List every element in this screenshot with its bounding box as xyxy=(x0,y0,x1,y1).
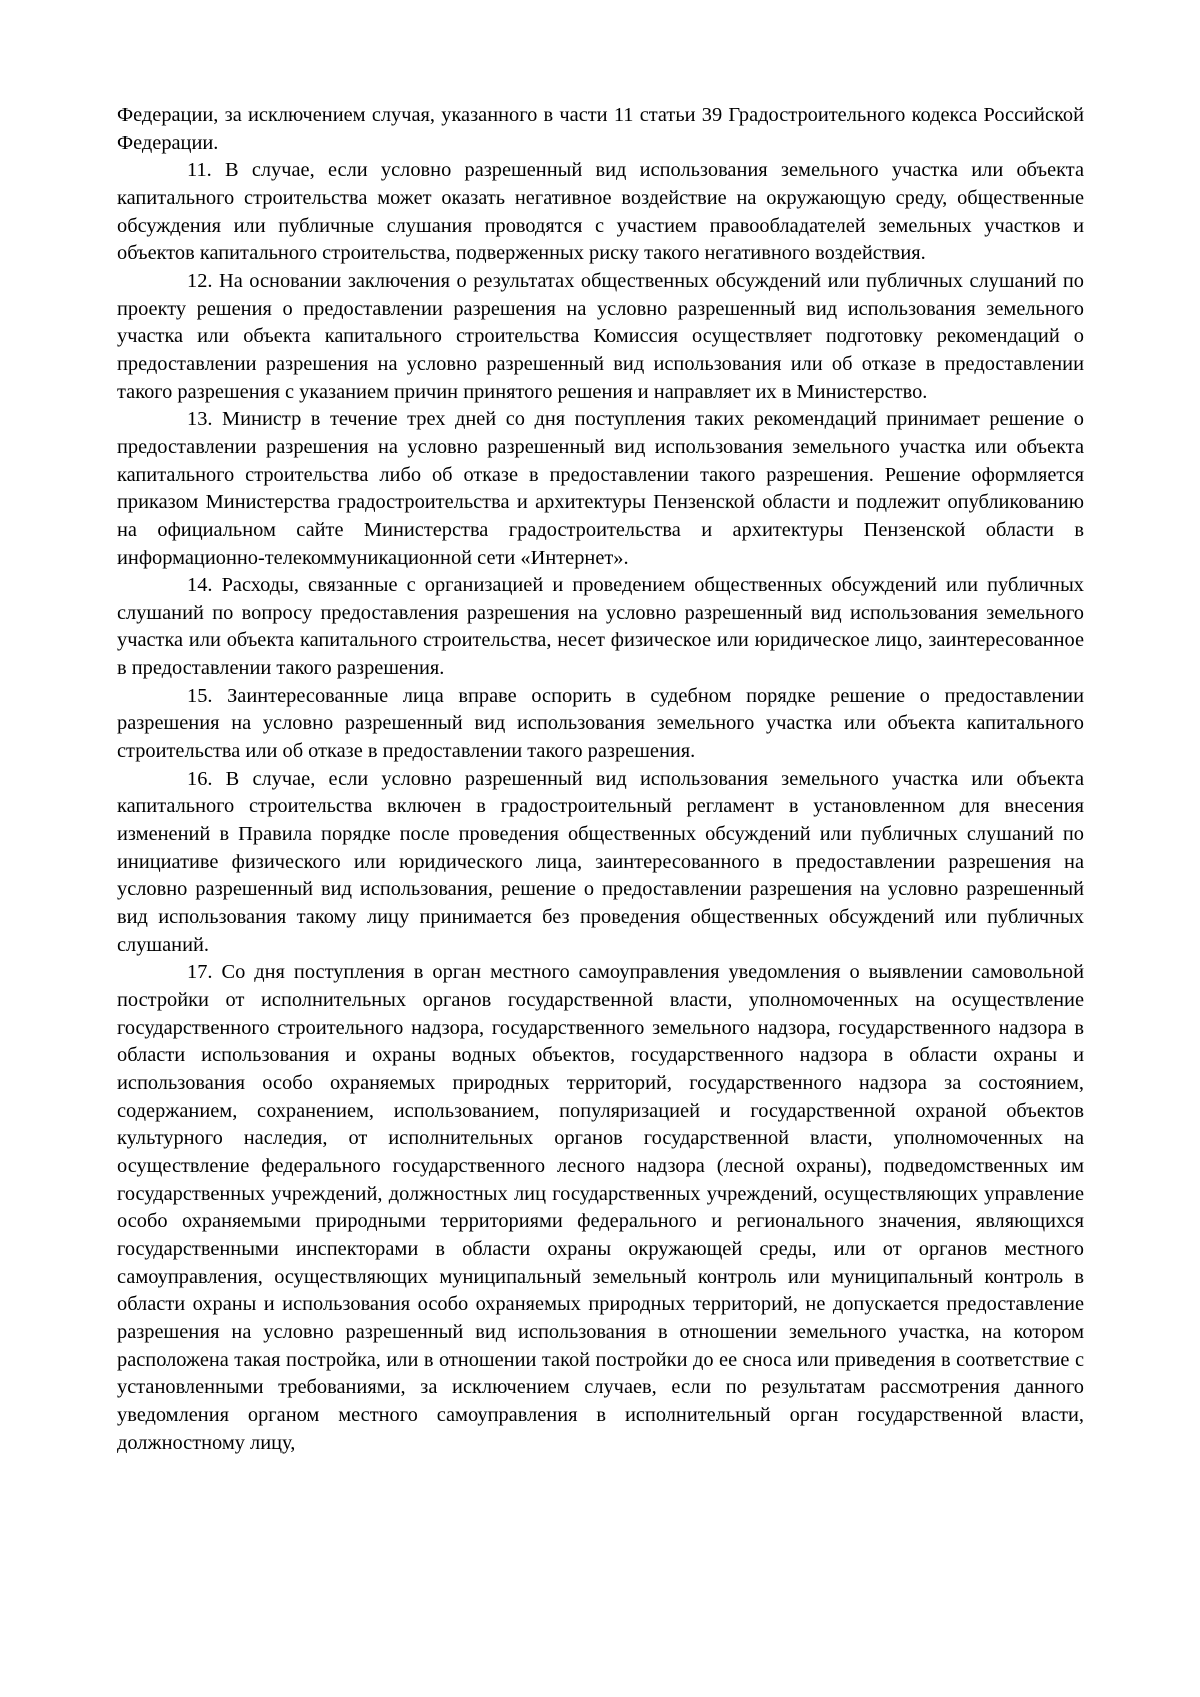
paragraph-15: 15. Заинтересованные лица вправе оспорить в судебном порядке решение о предоставлении разрешения на условно разрешенный вид использования земельного участка или объекта капитального строительства или об отказе в предоставлении такого разрешения. xyxy=(117,684,1084,763)
paragraph-13: 13. Министр в течение трех дней со дня поступления таких рекомендаций принимает решение о предоставлении разрешения на условно разрешенный вид использования земельного участка или объекта капитального строительства либо об отказе в предоставлении такого разрешения. Решение оформляется приказом Министерства градостроительства и архитектуры Пензенской области и подлежит опубликованию на официальном сайте Министерства градостроительства и архитектуры Пензенской области в информационно-телекоммуникационной сети «Интернет». xyxy=(117,408,1084,569)
paragraph-16: 16. В случае, если условно разрешенный вид использования земельного участка или объекта капитального строительства включен в градостроительный регламент в установленном для внесения изменений в Правила порядке после проведения общественных обсуждений или публичных слушаний по инициативе физического или юридического лица, заинтересованного в предоставлении разрешения на условно разрешенный вид использования, решение о предоставлении разрешения на условно разрешенный вид использования такому лицу принимается без проведения общественных обсуждений или публичных слушаний. xyxy=(117,767,1084,956)
paragraph-continuation: Федерации, за исключением случая, указанного в части 11 статьи 39 Градостроительного кодекса Российской Федерации. xyxy=(117,104,1084,154)
paragraph-14: 14. Расходы, связанные с организацией и проведением общественных обсуждений или публичных слушаний по вопросу предоставления разрешения на условно разрешенный вид использования земельного участка или объекта капитального строительства, несет физическое или юридическое лицо, заинтересованное в предоставлении такого разрешения. xyxy=(117,574,1084,680)
paragraph-12: 12. На основании заключения о результатах общественных обсуждений или публичных слушаний по проекту решения о предоставлении разрешения на условно разрешенный вид использования земельного участка или объекта капитального строительства Комиссия осуществляет подготовку рекомендаций о предоставлении разрешения на условно разрешенный вид использования или об отказе в предоставлении такого разрешения с указанием причин принятого решения и направляет их в Министерство. xyxy=(117,269,1084,403)
document-body xyxy=(117,102,1084,1457)
paragraph-11: 11. В случае, если условно разрешенный вид использования земельного участка или объекта капитального строительства может оказать негативное воздействие на окружающую среду, общественные обсуждения или публичные слушания проводятся с участием правообладателей земельных участков и объектов капитального строительства, подверженных риску такого негативного воздействия. xyxy=(117,159,1084,265)
paragraph-17: 17. Со дня поступления в орган местного самоуправления уведомления о выявлении самовольной постройки от исполнительных органов государственной власти, уполномоченных на осуществление государственного строительного надзора, государственного земельного надзора, государственного надзора в области использования и охраны водных объектов, государственного надзора в области охраны и использования особо охраняемых природных территорий, государственного надзора за состоянием, содержанием, сохранением, использованием, популяризацией и государственной охраной объектов культурного наследия, от исполнительных органов государственной власти, уполномоченных на осуществление федерального государственного лесного надзора (лесной охраны), подведомственных им государственных учреждений, должностных лиц государственных учреждений, осуществляющих управление особо охраняемыми природными территориями федерального и регионального значения, являющихся государственными инспекторами в области охраны окружающей среды, или от органов местного самоуправления, осуществляющих муниципальный земельный контроль или муниципальный контроль в области охраны и использования особо охраняемых природных территорий, не допускается предоставление разрешения на условно разрешенный вид использования в отношении земельного участка, на котором расположена такая постройка, или в отношении такой постройки до ее сноса или приведения в соответствие с установленными требованиями, за исключением случаев, если по результатам рассмотрения данного уведомления органом местного самоуправления в исполнительный орган государственной власти, должностному лицу, xyxy=(117,961,1084,1454)
